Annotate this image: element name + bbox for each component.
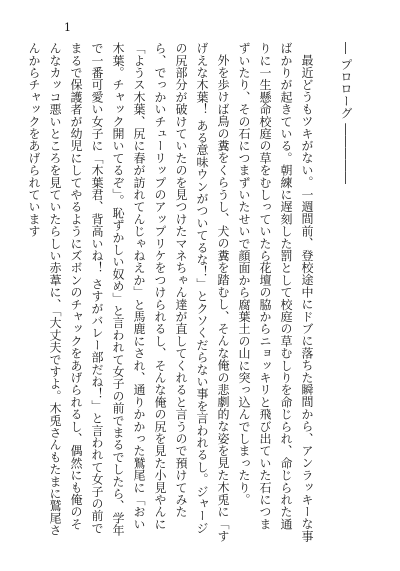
page-number: 1 bbox=[64, 21, 71, 34]
chapter-heading: ― プロローグ ――――― bbox=[339, 42, 353, 185]
paragraph-2: 外を歩けば鳥の糞をくらうし、犬の糞を踏むし、そんな俺の悲劇的な姿を見た木兎に「すげえな木葉！ ある意味ウンがついてるな！」とクソくだらない事を言われるし。ジャージの尻部分が破けていたのを見つけたマネちゃん達が直してくれると言うので預けてみたら、でっかいチューリップのアップリケをつけられるし、そんな俺の尻を見た小見やんに「ようス木葉、尻に春が訪れてんじゃねえか」と馬鹿にされ、通りかかった鷲尾に「おい木葉。チャック開いてるぞ」。恥ずかしい奴め」と言われて女子の前でまるでしたら、学年で一番可愛い女子に「木葉君、背高いね！ さすがバレー部だね！」と言われて女子の前でまるで保護者が幼児にしてやるようにズボンのチャックをあげられるし、偶然にも俺のそんなカッコ悪いところを見ていたらしい赤葦に、「大丈夫ですよ。木兎さんもたまに鷲尾さんからチャックをあげられています bbox=[27, 42, 230, 542]
vertical-text-body bbox=[23, 42, 356, 542]
paragraph-1: 最近どうもツキがない。一週間前、登校途中にドブに落ちた瞬間から、アンラッキーな事ばかりが起きている。朝練に遅刻した罰として校庭の草むしりを命じられ、命じられた通りに一生懸命校庭の草をむしっていたら花壇の脇からニョッキリと飛び出ていた石につまずいたり、その石につまずいたせいで顔面から腐葉土の山に突っ込んでしまったり。 bbox=[237, 42, 314, 542]
